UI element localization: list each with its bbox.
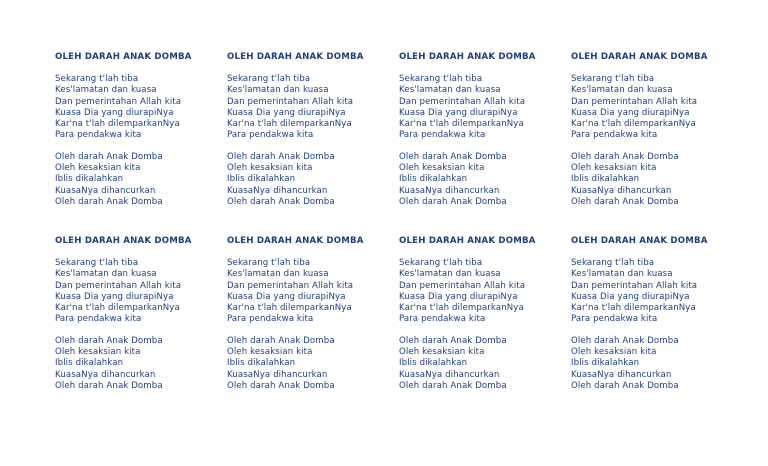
lyrics-card	[55, 52, 227, 236]
lyric-line: Dan pemerintahan Allah kita	[55, 96, 182, 107]
lyric-line: Iblis dikalahkan	[227, 358, 296, 369]
lyric-line: Oleh kesaksian kita	[571, 347, 657, 358]
lyric-line: Dan pemerintahan Allah kita	[55, 280, 182, 291]
lyric-line: KuasaNya dihancurkan	[55, 185, 156, 196]
chorus-stanza	[399, 336, 571, 392]
lyrics-card	[571, 52, 743, 236]
lyric-line: Oleh darah Anak Domba	[55, 151, 163, 162]
lyric-line: Kes'lamatan dan kuasa	[399, 269, 501, 280]
verse-stanza	[571, 258, 743, 325]
lyrics-card	[227, 52, 399, 236]
verse-stanza	[571, 74, 743, 141]
lyrics-card-grid	[55, 52, 755, 420]
card-title: OLEH DARAH ANAK DOMBA	[227, 52, 364, 62]
card-title: OLEH DARAH ANAK DOMBA	[227, 236, 364, 246]
lyric-line: Oleh darah Anak Domba	[399, 151, 507, 162]
verse-stanza	[227, 74, 399, 141]
lyrics-card	[55, 236, 227, 420]
lyric-line: Oleh darah Anak Domba	[399, 380, 507, 391]
lyric-line: Oleh darah Anak Domba	[55, 196, 163, 207]
lyric-line: Dan pemerintahan Allah kita	[227, 280, 354, 291]
lyric-line: Para pendakwa kita	[399, 314, 486, 325]
lyric-line: Sekarang t'lah tiba	[571, 258, 655, 269]
card-title: OLEH DARAH ANAK DOMBA	[399, 236, 536, 246]
lyric-line: Kar'na t'lah dilemparkanNya	[227, 303, 352, 314]
lyric-line: Iblis dikalahkan	[55, 358, 124, 369]
lyric-line: KuasaNya dihancurkan	[399, 185, 500, 196]
lyric-line: Iblis dikalahkan	[399, 358, 468, 369]
lyric-line: Iblis dikalahkan	[571, 358, 640, 369]
verse-stanza	[55, 258, 227, 325]
lyric-line: Kuasa Dia yang diurapiNya	[571, 107, 690, 118]
lyric-line: Para pendakwa kita	[399, 130, 486, 141]
lyric-line: Dan pemerintahan Allah kita	[399, 96, 526, 107]
lyric-line: Sekarang t'lah tiba	[227, 258, 311, 269]
card-title: OLEH DARAH ANAK DOMBA	[55, 52, 192, 62]
lyric-line: Sekarang t'lah tiba	[55, 74, 139, 85]
lyric-line: Oleh kesaksian kita	[55, 347, 141, 358]
lyric-line: Oleh darah Anak Domba	[571, 380, 679, 391]
chorus-stanza	[399, 152, 571, 208]
lyric-line: Oleh kesaksian kita	[571, 163, 657, 174]
lyric-line: Sekarang t'lah tiba	[55, 258, 139, 269]
lyric-line: Iblis dikalahkan	[227, 174, 296, 185]
lyric-line: Oleh kesaksian kita	[399, 347, 485, 358]
lyric-line: Kes'lamatan dan kuasa	[55, 269, 157, 280]
lyric-line: Iblis dikalahkan	[399, 174, 468, 185]
verse-stanza	[227, 258, 399, 325]
chorus-stanza	[571, 152, 743, 208]
lyric-line: Kes'lamatan dan kuasa	[55, 85, 157, 96]
lyric-line: Oleh darah Anak Domba	[227, 380, 335, 391]
lyric-line: KuasaNya dihancurkan	[55, 369, 156, 380]
lyric-line: Kes'lamatan dan kuasa	[399, 85, 501, 96]
lyric-line: Sekarang t'lah tiba	[399, 258, 483, 269]
lyric-line: Kuasa Dia yang diurapiNya	[571, 291, 690, 302]
lyric-line: Iblis dikalahkan	[55, 174, 124, 185]
lyric-line: Oleh darah Anak Domba	[227, 196, 335, 207]
lyric-line: Oleh kesaksian kita	[227, 163, 313, 174]
lyric-line: Para pendakwa kita	[571, 314, 658, 325]
lyric-line: Oleh kesaksian kita	[399, 163, 485, 174]
lyric-line: Para pendakwa kita	[227, 130, 314, 141]
lyric-line: Para pendakwa kita	[571, 130, 658, 141]
lyrics-card	[399, 236, 571, 420]
lyric-line: Para pendakwa kita	[55, 130, 142, 141]
lyric-line: Sekarang t'lah tiba	[571, 74, 655, 85]
lyric-line: Kar'na t'lah dilemparkanNya	[571, 119, 696, 130]
lyric-line: Dan pemerintahan Allah kita	[571, 280, 698, 291]
lyric-line: Oleh darah Anak Domba	[399, 196, 507, 207]
lyric-line: Sekarang t'lah tiba	[227, 74, 311, 85]
lyric-line: Kar'na t'lah dilemparkanNya	[55, 119, 180, 130]
lyric-line: KuasaNya dihancurkan	[571, 369, 672, 380]
lyric-line: Kuasa Dia yang diurapiNya	[55, 107, 174, 118]
lyric-line: Kes'lamatan dan kuasa	[571, 269, 673, 280]
lyric-line: Oleh darah Anak Domba	[55, 335, 163, 346]
chorus-stanza	[55, 152, 227, 208]
lyric-line: Dan pemerintahan Allah kita	[571, 96, 698, 107]
lyric-line: Oleh darah Anak Domba	[55, 380, 163, 391]
chorus-stanza	[227, 152, 399, 208]
lyrics-card	[571, 236, 743, 420]
card-title: OLEH DARAH ANAK DOMBA	[399, 52, 536, 62]
lyric-line: Sekarang t'lah tiba	[399, 74, 483, 85]
chorus-stanza	[55, 336, 227, 392]
chorus-stanza	[571, 336, 743, 392]
lyric-line: Kuasa Dia yang diurapiNya	[55, 291, 174, 302]
card-title: OLEH DARAH ANAK DOMBA	[571, 52, 708, 62]
lyric-line: Kuasa Dia yang diurapiNya	[227, 107, 346, 118]
lyrics-card	[227, 236, 399, 420]
verse-stanza	[399, 74, 571, 141]
lyric-line: Kuasa Dia yang diurapiNya	[227, 291, 346, 302]
lyric-line: Para pendakwa kita	[227, 314, 314, 325]
chorus-stanza	[227, 336, 399, 392]
lyric-line: Kar'na t'lah dilemparkanNya	[227, 119, 352, 130]
lyric-line: Kes'lamatan dan kuasa	[227, 269, 329, 280]
lyrics-card	[399, 52, 571, 236]
lyric-line: Oleh darah Anak Domba	[571, 196, 679, 207]
lyric-line: Oleh kesaksian kita	[227, 347, 313, 358]
card-title: OLEH DARAH ANAK DOMBA	[571, 236, 708, 246]
lyric-line: Kar'na t'lah dilemparkanNya	[399, 119, 524, 130]
lyric-line: Oleh darah Anak Domba	[571, 335, 679, 346]
lyric-line: KuasaNya dihancurkan	[399, 369, 500, 380]
lyric-line: Oleh darah Anak Domba	[227, 335, 335, 346]
lyric-line: Kuasa Dia yang diurapiNya	[399, 291, 518, 302]
lyric-line: Oleh darah Anak Domba	[227, 151, 335, 162]
lyric-line: Kar'na t'lah dilemparkanNya	[571, 303, 696, 314]
card-title: OLEH DARAH ANAK DOMBA	[55, 236, 192, 246]
lyric-line: Oleh darah Anak Domba	[571, 151, 679, 162]
lyric-line: Oleh kesaksian kita	[55, 163, 141, 174]
lyric-line: Iblis dikalahkan	[571, 174, 640, 185]
verse-stanza	[55, 74, 227, 141]
lyric-line: KuasaNya dihancurkan	[227, 185, 328, 196]
lyric-line: Dan pemerintahan Allah kita	[399, 280, 526, 291]
lyric-line: Oleh darah Anak Domba	[399, 335, 507, 346]
verse-stanza	[399, 258, 571, 325]
lyric-line: Kuasa Dia yang diurapiNya	[399, 107, 518, 118]
lyric-line: KuasaNya dihancurkan	[227, 369, 328, 380]
lyric-line: Kar'na t'lah dilemparkanNya	[55, 303, 180, 314]
lyric-line: Para pendakwa kita	[55, 314, 142, 325]
lyric-line: Kar'na t'lah dilemparkanNya	[399, 303, 524, 314]
lyric-line: Dan pemerintahan Allah kita	[227, 96, 354, 107]
lyric-line: Kes'lamatan dan kuasa	[571, 85, 673, 96]
lyric-line: Kes'lamatan dan kuasa	[227, 85, 329, 96]
lyric-line: KuasaNya dihancurkan	[571, 185, 672, 196]
